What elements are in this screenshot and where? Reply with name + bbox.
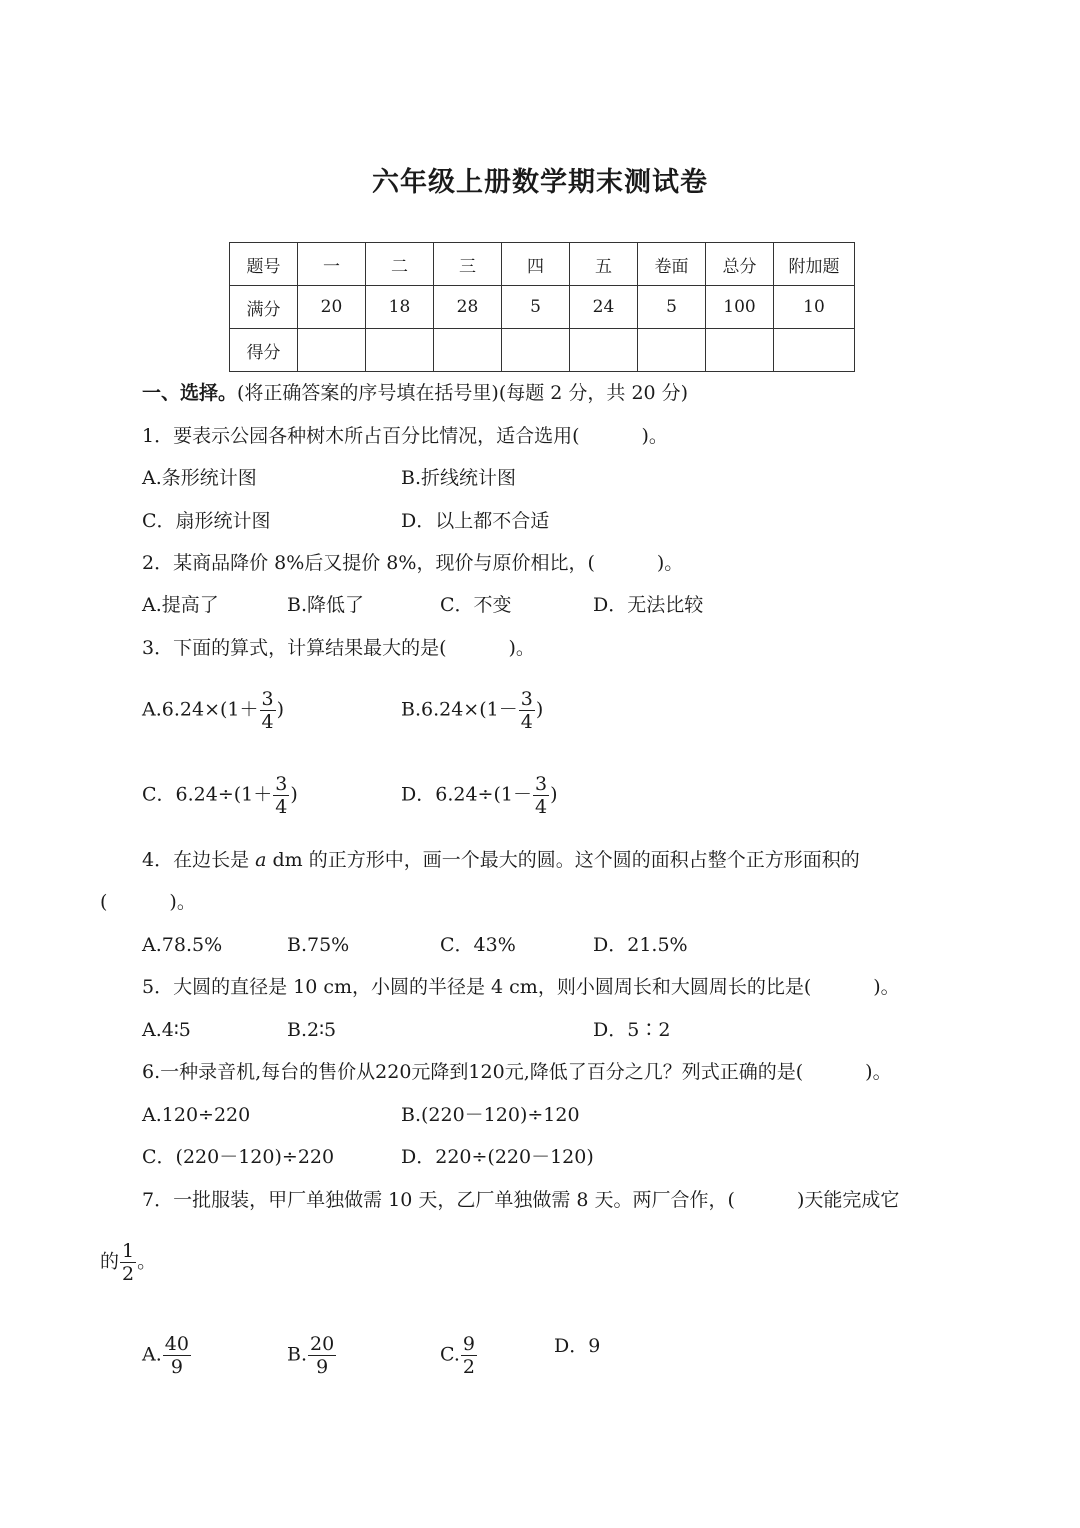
question-stem: 6.一种录音机,每台的售价从220元降到120元,降低了百分之几？列式正确的是( [142, 1061, 804, 1083]
option-c: C．(220－120)÷220 [142, 1146, 335, 1168]
option-d: D．21.5% [593, 934, 688, 956]
table-cell: 5 [638, 286, 706, 329]
option-text: A. [142, 1343, 162, 1366]
score-table [229, 242, 855, 372]
question-end: )。 [873, 976, 900, 998]
option-a: A.120÷220 [142, 1104, 251, 1126]
score-input-cell[interactable] [366, 329, 434, 372]
variable: a [255, 849, 267, 871]
numerator: 1 [122, 1240, 135, 1262]
section-heading [142, 380, 688, 406]
numerator: 9 [462, 1333, 475, 1355]
numerator: 3 [520, 688, 533, 710]
table-cell: 附加题 [774, 243, 855, 286]
table-cell: 满分 [230, 286, 298, 329]
denominator: 4 [275, 796, 288, 818]
option-text: B. [287, 1343, 308, 1366]
score-input-cell[interactable] [638, 329, 706, 372]
fraction [163, 1333, 191, 1378]
table-cell: 四 [502, 243, 570, 286]
table-row [230, 286, 855, 329]
question-7-continued [100, 1240, 156, 1285]
score-input-cell[interactable] [774, 329, 855, 372]
option-b: B.(220－120)÷120 [401, 1104, 580, 1126]
numerator: 3 [534, 773, 548, 795]
section-title: 一、选择。 [142, 382, 238, 404]
option-b: B.75% [287, 934, 350, 956]
question-3 [142, 635, 535, 661]
section-instruction: (将正确答案的序号填在括号里)(每题 2 分，共 20 分) [237, 382, 689, 404]
table-cell: 得分 [230, 329, 298, 372]
question-4-continued [100, 889, 196, 915]
option-a [142, 1333, 192, 1378]
fraction [461, 1333, 477, 1378]
page-title: 六年级上册数学期末测试卷 [372, 167, 708, 198]
table-cell: 28 [434, 286, 502, 329]
table-cell: 24 [570, 286, 638, 329]
score-input-cell[interactable] [502, 329, 570, 372]
denominator: 4 [520, 711, 533, 733]
numerator: 20 [310, 1333, 335, 1355]
table-cell: 卷面 [638, 243, 706, 286]
table-cell: 一 [298, 243, 366, 286]
question-end: )。 [656, 552, 684, 574]
table-cell: 二 [366, 243, 434, 286]
score-input-cell[interactable] [706, 329, 774, 372]
fraction [260, 688, 276, 733]
option-text: ) [290, 783, 298, 806]
question-end: )。 [641, 425, 668, 447]
option-c: C．不变 [440, 594, 512, 616]
option-c: C．扇形统计图 [142, 510, 271, 532]
question-2 [142, 550, 683, 576]
question-end: )。 [508, 637, 535, 659]
score-input-cell[interactable] [298, 329, 366, 372]
numerator: 3 [261, 688, 274, 710]
table-cell: 18 [366, 286, 434, 329]
table-cell: 题号 [230, 243, 298, 286]
fraction [308, 1333, 336, 1378]
option-text: ) [535, 698, 544, 721]
fraction [120, 1240, 136, 1285]
question-stem: dm 的正方形中，画一个最大的圆。这个圆的面积占整个正方形面积的 [266, 849, 860, 871]
denominator: 9 [170, 1356, 183, 1378]
fraction [533, 773, 549, 818]
table-row [230, 329, 855, 372]
score-input-cell[interactable] [434, 329, 502, 372]
table-cell: 总分 [706, 243, 774, 286]
question-5 [142, 974, 900, 1000]
question-end: )。 [865, 1061, 892, 1083]
option-d: D．以上都不合适 [401, 510, 550, 532]
option-text: ) [550, 783, 558, 806]
table-cell: 20 [298, 286, 366, 329]
question-stem: 3．下面的算式，计算结果最大的是( [142, 637, 447, 659]
option-a: A.78.5% [142, 934, 223, 956]
table-cell: 100 [706, 286, 774, 329]
question-stem: 2．某商品降价 8%后又提价 8%，现价与原价相比，( [142, 552, 595, 574]
numerator: 3 [275, 773, 288, 795]
question-4 [142, 847, 860, 873]
numerator: 40 [164, 1333, 189, 1355]
option-d: D．5∶2 [593, 1019, 671, 1041]
fraction [273, 773, 289, 818]
question-stem: 的 [100, 1250, 120, 1273]
denominator: 9 [316, 1356, 329, 1378]
option-d: D．9 [554, 1335, 601, 1357]
option-c [440, 1333, 478, 1378]
question-7 [142, 1187, 899, 1213]
option-a: A.4∶5 [142, 1019, 191, 1041]
option-c [142, 773, 298, 818]
question-end: 。 [137, 1250, 157, 1273]
fraction [519, 688, 535, 733]
table-cell: 10 [774, 286, 855, 329]
option-b: B.降低了 [287, 594, 365, 616]
option-b [287, 1333, 337, 1378]
denominator: 4 [261, 711, 274, 733]
question-stem: 7．一批服装，甲厂单独做需 10 天，乙厂单独做需 8 天。两厂合作，( [142, 1189, 735, 1211]
option-text: C．6.24÷(1＋ [142, 783, 273, 806]
table-cell: 5 [502, 286, 570, 329]
table-cell: 五 [570, 243, 638, 286]
question-stem: 1．要表示公园各种树木所占百分比情况，适合选用( [142, 425, 580, 447]
option-a: A.提高了 [142, 594, 219, 616]
option-text: C. [440, 1343, 460, 1366]
option-text: A.6.24×(1＋ [142, 698, 259, 721]
denominator: 2 [122, 1263, 135, 1285]
table-row [230, 243, 855, 286]
option-b: B.折线统计图 [401, 467, 517, 489]
option-a: A.条形统计图 [142, 467, 257, 489]
question-6 [142, 1059, 892, 1085]
option-text: ) [276, 698, 285, 721]
question-end: )。 [169, 891, 196, 913]
option-a [142, 688, 284, 733]
option-text: B.6.24×(1－ [401, 698, 518, 721]
table-cell: 三 [434, 243, 502, 286]
option-d: D．220÷(220－120) [401, 1146, 594, 1168]
denominator: 4 [534, 796, 548, 818]
question-stem: 5．大圆的直径是 10 cm，小圆的半径是 4 cm，则小圆周长和大圆周长的比是( [142, 976, 812, 998]
option-text: D．6.24÷(1－ [401, 783, 532, 806]
score-input-cell[interactable] [570, 329, 638, 372]
question-stem: ( [100, 891, 108, 913]
option-b: B.2∶5 [287, 1019, 337, 1041]
question-1 [142, 423, 668, 449]
option-d: D．无法比较 [593, 594, 704, 616]
question-stem: )天能完成它 [796, 1189, 900, 1211]
option-b [401, 688, 543, 733]
question-stem: 4．在边长是 [142, 849, 256, 871]
denominator: 2 [462, 1356, 475, 1378]
option-d [401, 773, 557, 818]
option-c: C．43% [440, 934, 516, 956]
